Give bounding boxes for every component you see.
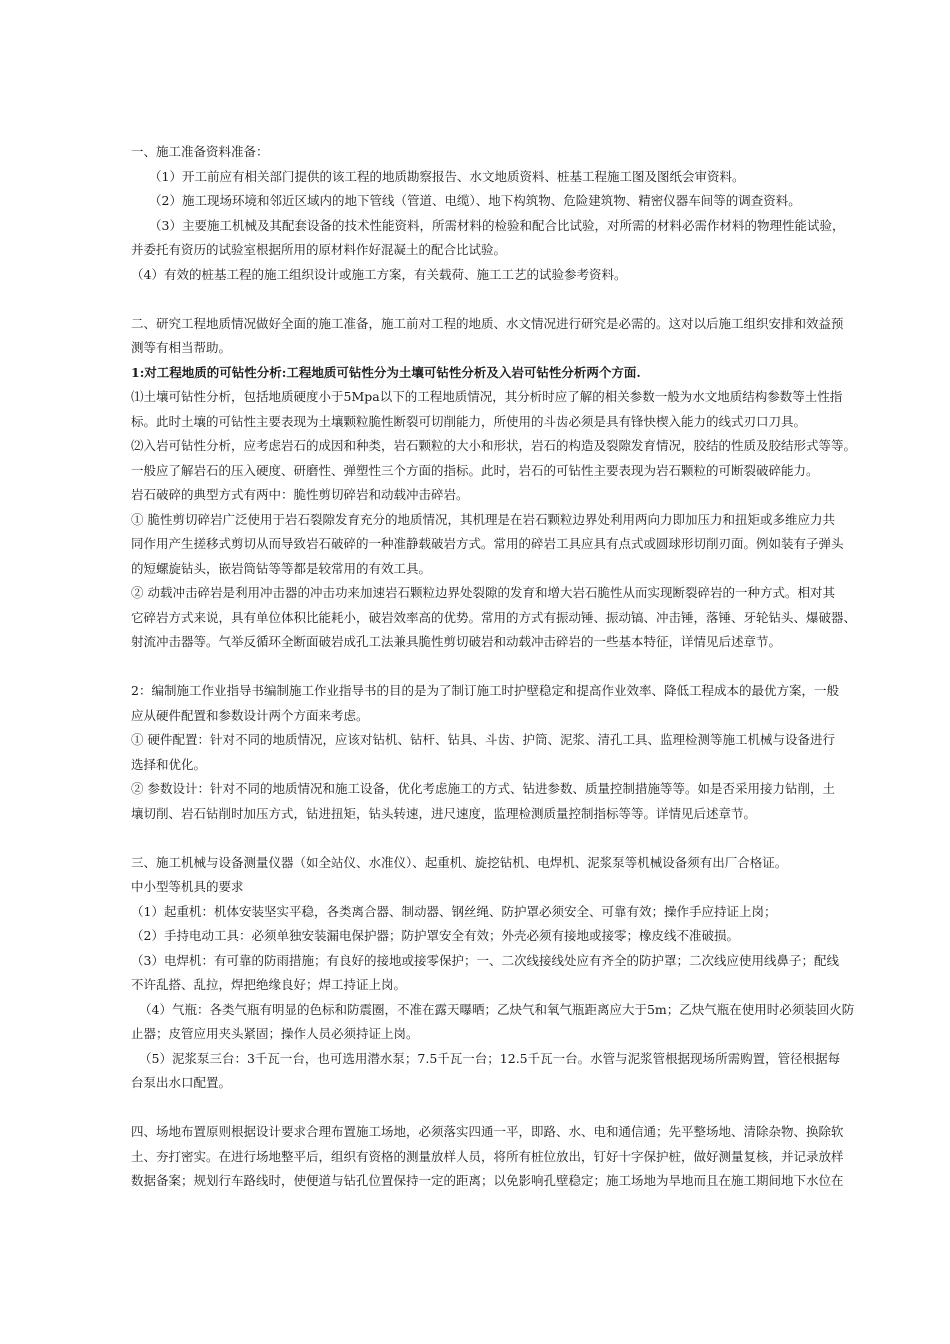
paragraph-line: 土、夯打密实。在进行场地整平后，组织有资格的测量放样人员，将所有桩位放出，钉好十字保护桩，做好测量复核，并记录放样 bbox=[131, 1148, 844, 1164]
paragraph-line: 不许乱搭、乱拉，焊把绝缘良好；焊工持证上岗。 bbox=[131, 977, 407, 992]
paragraph-line: ⑴土壤可钻性分析，包括地质硬度小于5Mpa以下的工程地质情况，其分析时应了解的相关参数一般为水文地质结构参数等土性指 bbox=[131, 389, 843, 404]
paragraph-line: 选择和优化。 bbox=[131, 756, 207, 772]
paragraph-line: ⑵入岩可钻性分析，应考虑岩石的成因和种类，岩石颗粒的大小和形状，岩石的构造及裂隙发育情况，胶结的性质及胶结形式等等。 bbox=[131, 438, 857, 453]
paragraph-line: 同作用产生搓移式剪切从而导致岩石破碎的一种准静载破岩方式。常用的碎岩工具应具有点式或圆球形切削刃面。例如装有子弹头 bbox=[131, 536, 844, 551]
paragraph-line: （4）有效的桩基工程的施工组织设计或施工方案，有关载荷、施工工艺的试验参考资料。 bbox=[131, 266, 627, 282]
paragraph-line: 一般应了解岩石的压入硬度、研磨性、弹塑性三个方面的指标。此时，岩石的可钻性主要表现为岩石颗粒的可断裂破碎能力。 bbox=[131, 462, 819, 478]
paragraph-line: （2）手持电动工具：必须单独安装漏电保护器；防护罩安全有效；外壳必须有接地或接零；橡皮线不准破损。 bbox=[131, 928, 739, 943]
paragraph-line: 并委托有资历的试验室根据所用的原材料作好混凝土的配合比试验。 bbox=[131, 242, 507, 257]
paragraph-line: 射流冲击器等。气举反循环全断面破岩成孔工法兼具脆性剪切破岩和动载冲击碎岩的一些基本特征，详情见后述章节。 bbox=[131, 634, 782, 649]
subsection-1-heading: 1:对工程地质的可钻性分析:工程地质可钻性分为土壤可钻性分析及入岩可钻性分析两个方面. bbox=[131, 364, 641, 380]
paragraph-line: （3）电焊机：有可靠的防雨措施；有良好的接地或接零保护；一、二次线接线处应有齐全的防护罩；二次线应使用线鼻子；配线 bbox=[131, 952, 839, 968]
paragraph-line: 岩石破碎的典型方式有两中：脆性剪切碎岩和动载冲击碎岩。 bbox=[131, 487, 469, 502]
paragraph-line: ① 脆性剪切碎岩广泛使用于岩石裂隙发育充分的地质情况，其机理是在岩石颗粒边界处利用两向力即加压力和扭矩或多维应力共 bbox=[131, 511, 835, 527]
paragraph-line: 台泵出水口配置。 bbox=[131, 1075, 232, 1090]
paragraph-line: 它碎岩方式来说，具有单位体积比能耗小，破岩效率高的优势。常用的方式有振动锤、振动镐、冲击锤，落锤、牙轮钻头、爆破器、 bbox=[131, 609, 857, 625]
section-4-heading: 四、场地布置原则根据设计要求合理布置施工场地，必须落实四通一平，即路、水、电和通信通；先平整场地、清除杂物、换除软 bbox=[131, 1124, 844, 1139]
paragraph-line: （1）起重机：机体安装坚实平稳，各类离合器、制动器、钢丝绳、防护罩必须安全、可靠有效；操作手应持证上岗； bbox=[131, 903, 777, 919]
paragraph-line: ① 硬件配置：针对不同的地质情况，应该对钻机、钻杆、钻具、斗齿、护筒、泥浆、清孔工具、监理检测等施工机械与设备进行 bbox=[131, 732, 835, 747]
paragraph-line: 壤切削、岩石钻削时加压方式，钻进扭矩，钻头转速，进尺速度，监理检测质量控制指标等等。详情见后述章节。 bbox=[131, 805, 757, 821]
subsection-2-heading: 2：编制施工作业指导书编制施工作业指导书的目的是为了制订施工时护壁稳定和提高作业效率、降低工程成本的最优方案，一般 bbox=[131, 683, 839, 698]
paragraph-line: 应从硬件配置和参数设计两个方面来考虑。 bbox=[131, 707, 369, 723]
paragraph-line: 数据备案；规划行车路线时，使便道与钻孔位置保持一定的距离；以免影响孔壁稳定；施工场地为旱地而且在施工期间地下水位在 bbox=[131, 1173, 844, 1188]
document-body bbox=[131, 140, 871, 1194]
paragraph-line: ② 参数设计：针对不同的地质情况和施工设备，优化考虑施工的方式、钻进参数、质量控制措施等等。如是否采用接力钻削，土 bbox=[131, 781, 835, 796]
paragraph-line: ② 动载冲击碎岩是利用冲击器的冲击功来加速岩石颗粒边界处裂隙的发育和增大岩石脆性从而实现断裂碎岩的一种方式。相对其 bbox=[131, 585, 835, 600]
paragraph-line: （4）气瓶：各类气瓶有明显的色标和防震圈，不准在露天曝晒；乙炔气和氧气瓶距离应大于5m；乙炔气瓶在使用时必须装回火防 bbox=[139, 1001, 855, 1017]
paragraph-line: （5）泥浆泵三台：3千瓦一台，也可选用潜水泵；7.5千瓦一台；12.5千瓦一台。水管与泥浆管根据现场所需购置，管径根据每 bbox=[139, 1050, 841, 1066]
paragraph-line: 标。此时土壤的可钻性主要表现为土壤颗粒脆性断裂可切削能力，所使用的斗齿必须是具有锋快楔入能力的线式刃口刀具。 bbox=[131, 413, 807, 429]
paragraph-line: 测等有相当帮助。 bbox=[131, 340, 232, 355]
paragraph-line: 止器；皮管应用夹头紧固；操作人员必须持证上岗。 bbox=[131, 1026, 419, 1041]
section-1-heading: 一、施工准备资料准备： bbox=[131, 144, 269, 159]
paragraph-line: 的短螺旋钻头，嵌岩筒钻等等都是较常用的有效工具。 bbox=[131, 560, 432, 576]
section-3-heading: 三、施工机械与设备测量仪器（如全站仪、水准仪）、起重机、旋挖钻机、电焊机、泥浆泵等机械设备须有出厂合格证。 bbox=[131, 854, 788, 870]
paragraph-line: （2）施工现场环境和邻近区域内的地下管线（管道、电缆）、地下构筑物、危险建筑物、精密仪器车间等的调查资料。 bbox=[149, 193, 801, 208]
paragraph-line: 中小型等机具的要求 bbox=[131, 879, 244, 894]
paragraph-line: （3）主要施工机械及其配套设备的技术性能资料，所需材料的检验和配合比试验，对所需的材料必需作材料的物理性能试验， bbox=[149, 217, 845, 233]
section-2-heading: 二、研究工程地质情况做好全面的施工准备，施工前对工程的地质、水文情况进行研究是必需的。这对以后施工组织安排和效益预 bbox=[131, 315, 844, 331]
paragraph-line: （1）开工前应有相关部门提供的该工程的地质勘察报告、水文地质资料、桩基工程施工图及图纸会审资料。 bbox=[149, 168, 745, 184]
